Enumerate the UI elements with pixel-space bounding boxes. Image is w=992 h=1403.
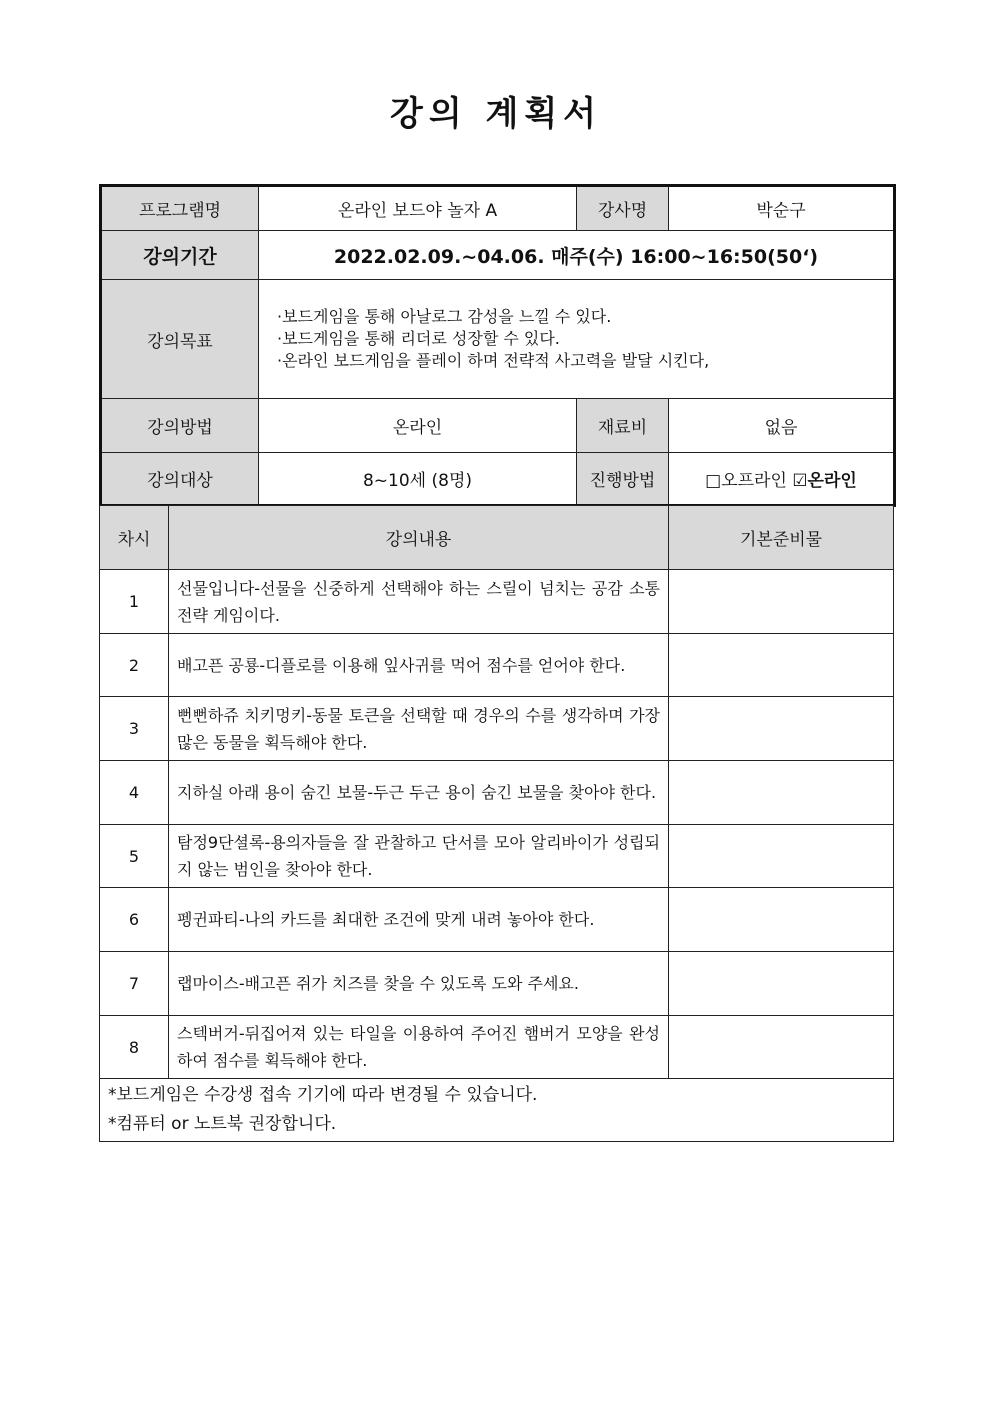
session-number: 3: [100, 697, 169, 761]
document-title: 강의 계획서: [389, 94, 603, 134]
period-value: 2022.02.09.~04.06. 매주(수) 16:00~16:50(50‘): [259, 231, 895, 280]
session-number: 6: [100, 888, 169, 952]
header-session: 차시: [100, 506, 169, 570]
offline-checkbox[interactable]: □오프라인: [705, 471, 787, 491]
program-value: 온라인 보드야 놀자 A: [259, 186, 577, 231]
goal-item: ·보드게임을 통해 리더로 성장할 수 있다.: [277, 329, 560, 348]
session-number: 2: [100, 634, 169, 697]
session-content: 선물입니다-선물을 신중하게 선택해야 하는 스릴이 넘치는 공감 소통 전략 게임이다.: [169, 570, 669, 634]
sessions-table: [99, 505, 894, 1142]
table-row: [100, 570, 894, 634]
session-content: 지하실 아래 용이 숨긴 보물-두근 두근 용이 숨긴 보물을 찾아야 한다.: [169, 761, 669, 825]
table-row: [100, 697, 894, 761]
mode-options: [669, 453, 895, 506]
session-content: 스텍버거-뒤집어져 있는 타일을 이용하여 주어진 햄버거 모양을 완성하여 점수를 획득해야 한다.: [169, 1016, 669, 1079]
session-materials: [669, 825, 894, 888]
method-label: 강의방법: [101, 399, 259, 453]
material-fee-label: 재료비: [577, 399, 669, 453]
course-info-table: [99, 184, 896, 507]
table-row: [100, 825, 894, 888]
session-content: 랩마이스-배고픈 쥐가 치즈를 찾을 수 있도록 도와 주세요.: [169, 952, 669, 1016]
session-materials: [669, 1016, 894, 1079]
session-content: 펭귄파티-나의 카드를 최대한 조건에 맞게 내려 놓아야 한다.: [169, 888, 669, 952]
target-label: 강의대상: [101, 453, 259, 506]
session-content: 배고픈 공룡-디플로를 이용해 잎사귀를 먹어 점수를 얻어야 한다.: [169, 634, 669, 697]
table-row: [100, 634, 894, 697]
mode-label: 진행방법: [577, 453, 669, 506]
online-checkbox[interactable]: ☑온라인: [792, 471, 857, 491]
table-row: [100, 952, 894, 1016]
session-content: 뻔뻔하쥬 치키멍키-동물 토큰을 선택할 때 경우의 수를 생각하며 가장 많은 동물을 획득해야 한다.: [169, 697, 669, 761]
target-value: 8~10세 (8명): [259, 453, 577, 506]
material-fee-value: 없음: [669, 399, 895, 453]
program-label: 프로그램명: [101, 186, 259, 231]
table-row: [100, 888, 894, 952]
instructor-label: 강사명: [577, 186, 669, 231]
note-line: *컴퓨터 or 노트북 권장합니다.: [108, 1114, 337, 1134]
session-number: 4: [100, 761, 169, 825]
goal-label: 강의목표: [101, 280, 259, 399]
session-materials: [669, 761, 894, 825]
session-materials: [669, 888, 894, 952]
goal-item: ·온라인 보드게임을 플레이 하며 전략적 사고력을 발달 시킨다,: [277, 351, 710, 370]
instructor-value: 박순구: [669, 186, 895, 231]
session-content: 탐정9단셜록-용의자들을 잘 관찰하고 단서를 모아 알리바이가 성립되지 않는 범인을 찾아야 한다.: [169, 825, 669, 888]
session-materials: [669, 952, 894, 1016]
goal-item: ·보드게임을 통해 아날로그 감성을 느낄 수 있다.: [277, 307, 612, 326]
session-materials: [669, 570, 894, 634]
method-value: 온라인: [259, 399, 577, 453]
table-row: [100, 761, 894, 825]
session-number: 7: [100, 952, 169, 1016]
session-materials: [669, 634, 894, 697]
header-content: 강의내용: [169, 506, 669, 570]
note-line: *보드게임은 수강생 접속 기기에 따라 변경될 수 있습니다.: [108, 1085, 538, 1105]
session-number: 8: [100, 1016, 169, 1079]
session-materials: [669, 697, 894, 761]
goal-list: [259, 280, 895, 399]
period-label: 강의기간: [101, 231, 259, 280]
table-row: [100, 1016, 894, 1079]
session-number: 5: [100, 825, 169, 888]
notes-cell: [100, 1079, 894, 1142]
session-number: 1: [100, 570, 169, 634]
header-materials: 기본준비물: [669, 506, 894, 570]
